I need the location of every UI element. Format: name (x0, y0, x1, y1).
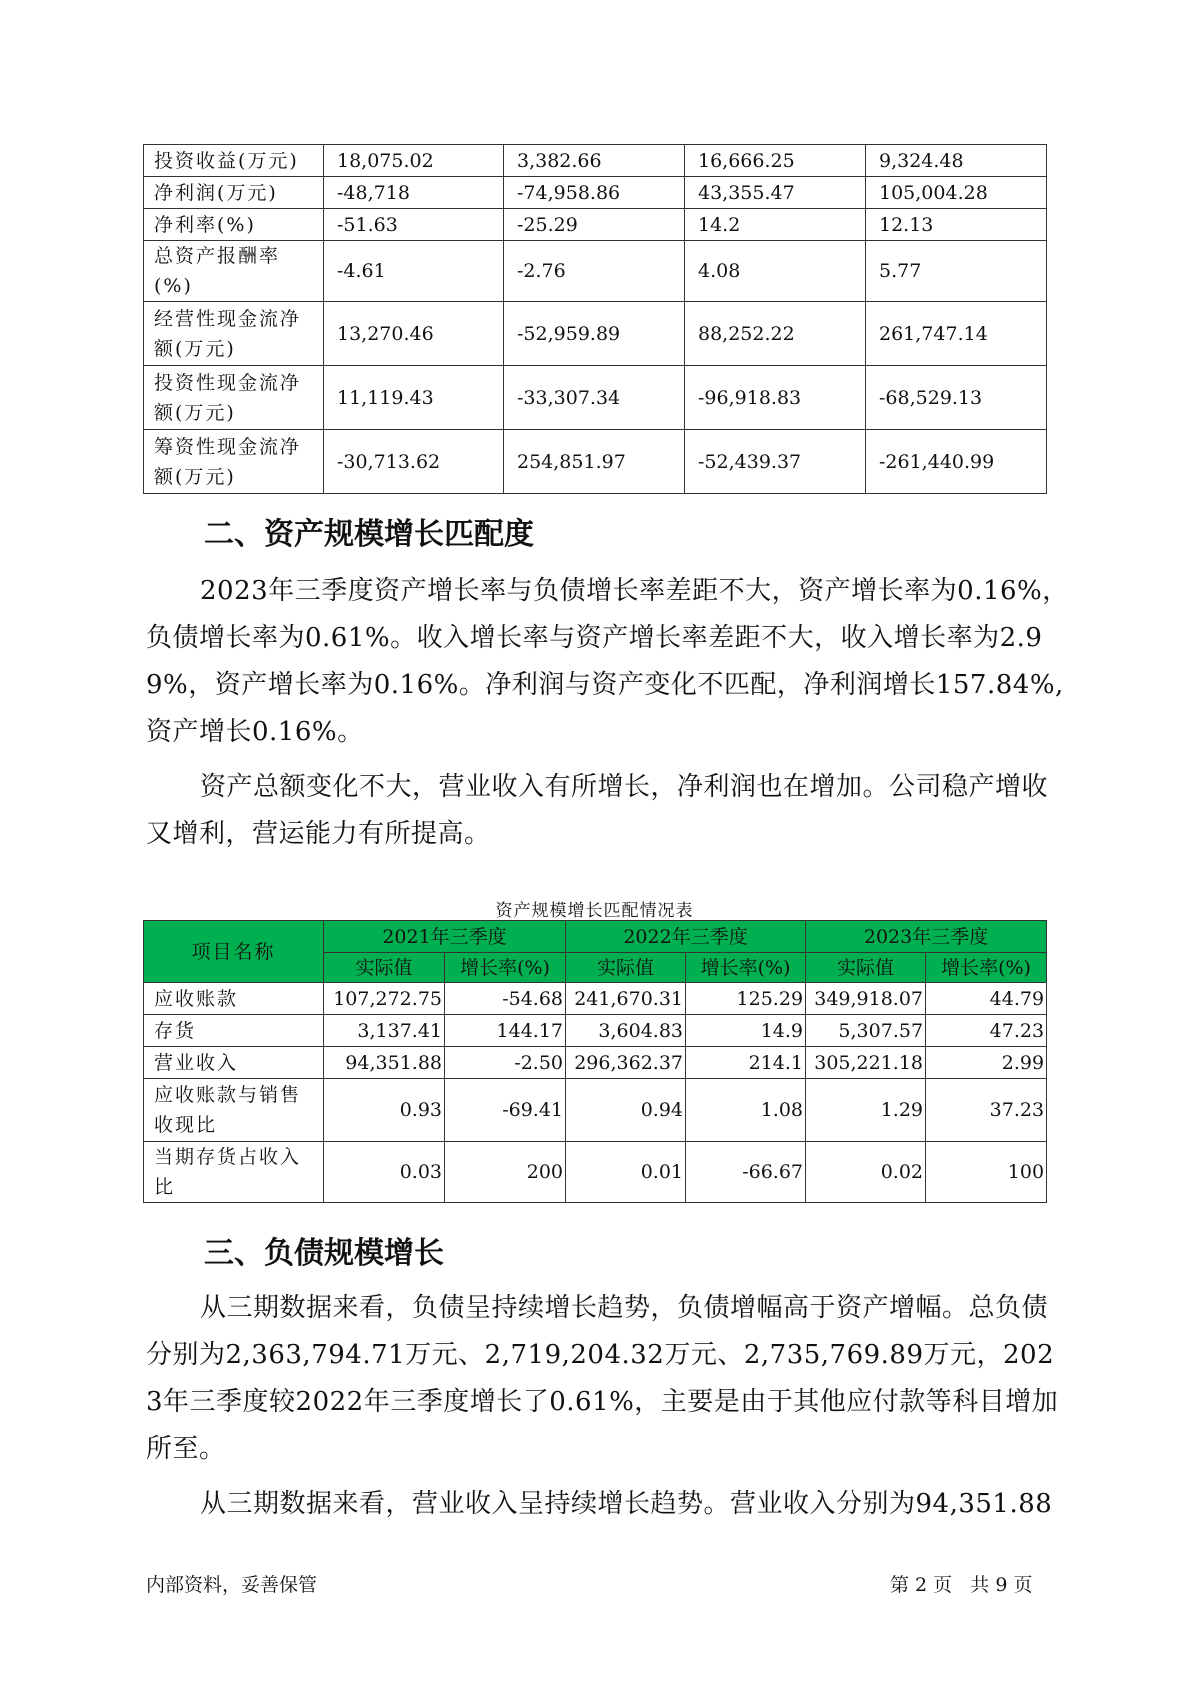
table-row (144, 1142, 1047, 1203)
cell-value: 94,351.88 (324, 1047, 445, 1079)
section-body (146, 1285, 1071, 1473)
cell-value: 1.08 (686, 1079, 806, 1142)
paragraph: 资产总额变化不大，营业收入有所增长，净利润也在增加。公司稳产增收又增利，营运能力有所提高。 (146, 772, 1049, 849)
cell-value: -25.29 (504, 209, 685, 241)
cell-value: 1.29 (806, 1079, 926, 1142)
row-label: 总资产报酬率(%) (144, 241, 324, 302)
cell-value: 200 (445, 1142, 566, 1203)
row-label: 投资性现金流净额(万元) (144, 366, 324, 430)
paragraph: 从三期数据来看，营业收入呈持续增长趋势。营业收入分别为94,351.88 (200, 1489, 1053, 1519)
cell-value: 125.29 (686, 983, 806, 1015)
section-heading: 二、资产规模增长匹配度 (204, 517, 534, 552)
cell-value: 144.17 (445, 1015, 566, 1047)
cell-value: -30,713.62 (324, 430, 504, 494)
cell-value: 254,851.97 (504, 430, 685, 494)
footer-confidential-note: 内部资料，妥善保管 (146, 1574, 318, 1596)
cell-value: 214.1 (686, 1047, 806, 1079)
cell-value: -52,959.89 (504, 302, 685, 366)
table-row (144, 241, 1047, 302)
cell-value: 3,382.66 (504, 145, 685, 177)
cell-value: 349,918.07 (806, 983, 926, 1015)
table-row (144, 983, 1047, 1015)
cell-value: 105,004.28 (866, 177, 1047, 209)
cell-value: 3,137.41 (324, 1015, 445, 1047)
sub-header: 增长率(%) (686, 953, 806, 983)
cell-value: 3,604.83 (566, 1015, 686, 1047)
cell-value: -54.68 (445, 983, 566, 1015)
cell-value: -4.61 (324, 241, 504, 302)
sub-header: 增长率(%) (926, 953, 1047, 983)
cell-value: 0.03 (324, 1142, 445, 1203)
cell-value: 0.01 (566, 1142, 686, 1203)
cell-value: 261,747.14 (866, 302, 1047, 366)
cell-value: 2.99 (926, 1047, 1047, 1079)
cell-value: 11,119.43 (324, 366, 504, 430)
cell-value: 5.77 (866, 241, 1047, 302)
cell-value: -2.50 (445, 1047, 566, 1079)
cell-value: 100 (926, 1142, 1047, 1203)
table-caption: 资产规模增长匹配情况表 (495, 901, 694, 921)
cell-value: -74,958.86 (504, 177, 685, 209)
section-body (146, 764, 1071, 858)
row-label: 净利率(%) (144, 209, 324, 241)
section-heading: 三、负债规模增长 (204, 1236, 444, 1271)
table-row (144, 366, 1047, 430)
cell-value: 18,075.02 (324, 145, 504, 177)
sub-header: 实际值 (806, 953, 926, 983)
period-header: 2023年三季度 (806, 921, 1047, 953)
table-row (144, 1079, 1047, 1142)
financial-indicators-table (143, 144, 1047, 494)
cell-value: 0.02 (806, 1142, 926, 1203)
sub-header: 实际值 (324, 953, 445, 983)
cell-value: -66.67 (686, 1142, 806, 1203)
section-body (146, 568, 1071, 756)
table-row (144, 209, 1047, 241)
cell-value: -51.63 (324, 209, 504, 241)
table-row (144, 177, 1047, 209)
table-row (144, 1047, 1047, 1079)
cell-value: -2.76 (504, 241, 685, 302)
row-label: 经营性现金流净额(万元) (144, 302, 324, 366)
cell-value: -261,440.99 (866, 430, 1047, 494)
cell-value: 241,670.31 (566, 983, 686, 1015)
period-header: 2021年三季度 (324, 921, 566, 953)
cell-value: -68,529.13 (866, 366, 1047, 430)
row-label: 筹资性现金流净额(万元) (144, 430, 324, 494)
cell-value: -48,718 (324, 177, 504, 209)
table-row (144, 145, 1047, 177)
cell-value: 13,270.46 (324, 302, 504, 366)
cell-value: 14.9 (686, 1015, 806, 1047)
cell-value: 43,355.47 (685, 177, 866, 209)
cell-value: -52,439.37 (685, 430, 866, 494)
cell-value: 0.93 (324, 1079, 445, 1142)
page-number: 第 2 页 共 9 页 (890, 1574, 1033, 1596)
sub-header: 实际值 (566, 953, 686, 983)
cell-value: 88,252.22 (685, 302, 866, 366)
row-label: 营业收入 (144, 1047, 324, 1079)
cell-value: 44.79 (926, 983, 1047, 1015)
asset-growth-table (143, 920, 1047, 1203)
table-header-row (144, 921, 1047, 953)
cell-value: 4.08 (685, 241, 866, 302)
cell-value: 305,221.18 (806, 1047, 926, 1079)
cell-value: 47.23 (926, 1015, 1047, 1047)
cell-value: 296,362.37 (566, 1047, 686, 1079)
row-label: 投资收益(万元) (144, 145, 324, 177)
cell-value: 16,666.25 (685, 145, 866, 177)
table-row (144, 302, 1047, 366)
item-header: 项目名称 (144, 921, 324, 983)
row-label: 净利润(万元) (144, 177, 324, 209)
period-header: 2022年三季度 (566, 921, 806, 953)
cell-value: 107,272.75 (324, 983, 445, 1015)
cell-value: 14.2 (685, 209, 866, 241)
row-label: 当期存货占收入比 (144, 1142, 324, 1203)
sub-header: 增长率(%) (445, 953, 566, 983)
section-body (146, 1481, 1071, 1528)
table-row (144, 430, 1047, 494)
row-label: 应收账款 (144, 983, 324, 1015)
cell-value: -33,307.34 (504, 366, 685, 430)
paragraph: 从三期数据来看，负债呈持续增长趋势，负债增幅高于资产增幅。总负债分别为2,363,794.71万元、2,719,204.32万元、2,735,769.89万元，2023年三季度较2022年三季度增长了0.61%，主要是由于其他应付款等科目增加所至。 (146, 1293, 1059, 1464)
cell-value: 9,324.48 (866, 145, 1047, 177)
row-label: 应收账款与销售收现比 (144, 1079, 324, 1142)
cell-value: 0.94 (566, 1079, 686, 1142)
cell-value: -69.41 (445, 1079, 566, 1142)
cell-value: 12.13 (866, 209, 1047, 241)
paragraph: 2023年三季度资产增长率与负债增长率差距不大，资产增长率为0.16%，负债增长率为0.61%。收入增长率与资产增长率差距不大，收入增长率为2.99%，资产增长率为0.16%。净利润与资产变化不匹配，净利润增长157.84%,资产增长0.16%。 (146, 576, 1069, 747)
cell-value: 37.23 (926, 1079, 1047, 1142)
cell-value: 5,307.57 (806, 1015, 926, 1047)
row-label: 存货 (144, 1015, 324, 1047)
cell-value: -96,918.83 (685, 366, 866, 430)
table-row (144, 1015, 1047, 1047)
